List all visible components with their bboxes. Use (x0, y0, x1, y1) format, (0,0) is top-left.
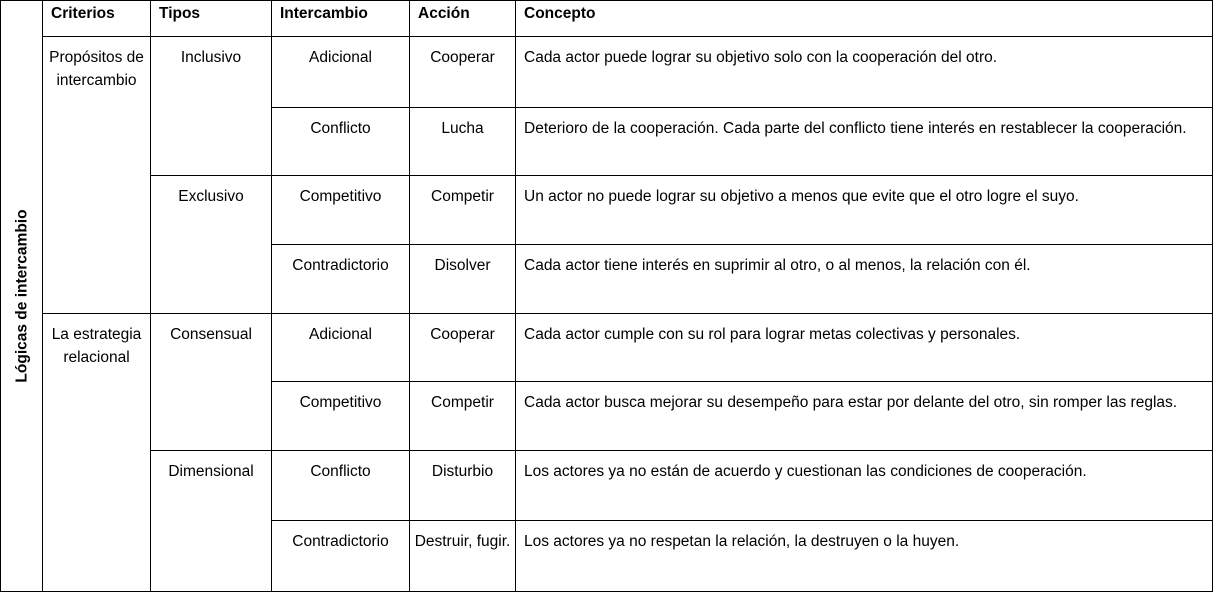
header-criterios: Criterios (43, 1, 151, 37)
accion-cell: Disolver (410, 244, 516, 313)
concepto-cell: Los actores ya no respetan la relación, la destruyen o la huyen. (516, 520, 1213, 591)
table-row (1, 313, 1213, 381)
concepto-cell: Cada actor cumple con su rol para lograr metas colectivas y personales. (516, 313, 1213, 381)
concepto-cell: Los actores ya no están de acuerdo y cuestionan las condiciones de cooperación. (516, 450, 1213, 520)
tipo-cell: Exclusivo (151, 175, 272, 313)
criterio-cell: La estrategia relacional (43, 313, 151, 591)
accion-cell: Disturbio (410, 450, 516, 520)
side-label: Lógicas de intercambio (13, 209, 30, 383)
table-row (1, 175, 1213, 244)
header-concepto: Concepto (516, 1, 1213, 37)
tipo-cell: Dimensional (151, 450, 272, 591)
concepto-cell: Deterioro de la cooperación. Cada parte del conflicto tiene interés en restablecer la cooperación. (516, 107, 1213, 175)
criterio-cell: Propósitos de intercambio (43, 36, 151, 313)
concepto-cell: Cada actor puede lograr su objetivo solo con la cooperación del otro. (516, 36, 1213, 107)
tipo-cell: Inclusivo (151, 36, 272, 175)
accion-cell: Destruir, fugir. (410, 520, 516, 591)
accion-cell: Competir (410, 175, 516, 244)
concepto-cell: Cada actor busca mejorar su desempeño para estar por delante del otro, sin romper las reglas. (516, 381, 1213, 450)
intercambio-cell: Adicional (272, 313, 410, 381)
accion-cell: Competir (410, 381, 516, 450)
intercambio-cell: Conflicto (272, 450, 410, 520)
header-intercambio: Intercambio (272, 1, 410, 37)
intercambio-cell: Contradictorio (272, 244, 410, 313)
header-accion: Acción (410, 1, 516, 37)
intercambio-cell: Contradictorio (272, 520, 410, 591)
accion-cell: Lucha (410, 107, 516, 175)
side-label-cell (1, 1, 43, 592)
intercambio-cell: Conflicto (272, 107, 410, 175)
table-row (1, 36, 1213, 107)
table-row (1, 450, 1213, 520)
accion-cell: Cooperar (410, 36, 516, 107)
header-tipos: Tipos (151, 1, 272, 37)
header-row (1, 1, 1213, 37)
intercambio-cell: Competitivo (272, 381, 410, 450)
intercambio-cell: Competitivo (272, 175, 410, 244)
accion-cell: Cooperar (410, 313, 516, 381)
tipo-cell: Consensual (151, 313, 272, 450)
concepto-cell: Un actor no puede lograr su objetivo a menos que evite que el otro logre el suyo. (516, 175, 1213, 244)
concepto-cell: Cada actor tiene interés en suprimir al otro, o al menos, la relación con él. (516, 244, 1213, 313)
intercambio-cell: Adicional (272, 36, 410, 107)
